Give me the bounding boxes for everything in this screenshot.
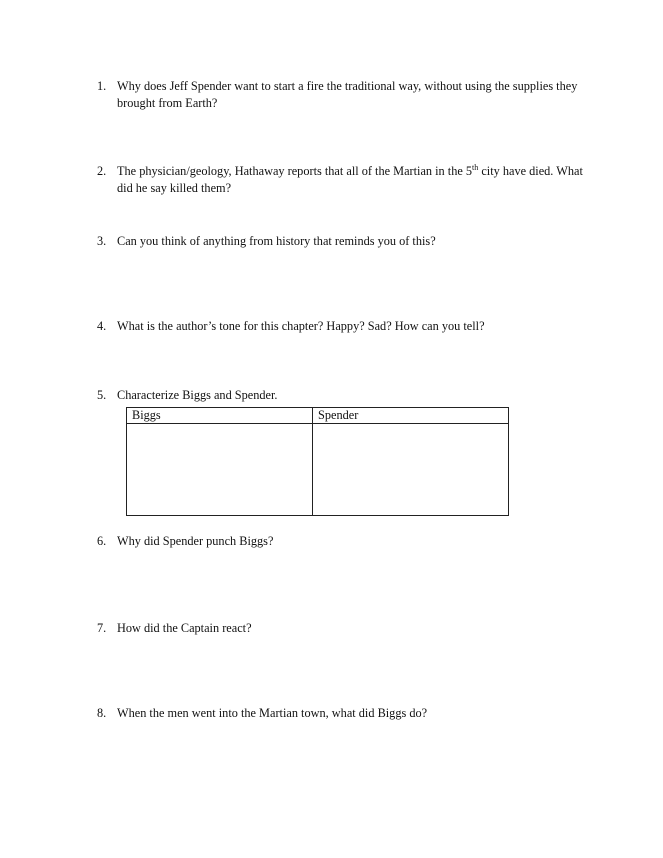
question-text: [117, 163, 597, 197]
column-header-biggs: Biggs: [127, 408, 313, 424]
question-text: Why does Jeff Spender want to start a fire the traditional way, without using the supplies they brought from Earth?: [117, 79, 578, 110]
question-text: Characterize Biggs and Spender.: [117, 388, 278, 402]
question-text: Why did Spender punch Biggs?: [117, 534, 274, 548]
question-text: When the men went into the Martian town, what did Biggs do?: [117, 706, 428, 720]
question-text: Can you think of anything from history that reminds you of this?: [117, 234, 436, 248]
question-2: [97, 163, 597, 197]
biggs-answer-cell[interactable]: [127, 424, 313, 516]
question-6: [97, 533, 597, 550]
question-number: 2.: [97, 164, 107, 178]
question-number: 3.: [97, 234, 107, 248]
spender-answer-cell[interactable]: [313, 424, 509, 516]
question-number: 4.: [97, 319, 107, 333]
question-5: [97, 387, 597, 404]
characterization-table: [126, 407, 509, 516]
question-text: What is the author’s tone for this chapter? Happy? Sad? How can you tell?: [117, 319, 485, 333]
question-3: [97, 233, 597, 250]
question-number: 8.: [97, 706, 107, 720]
question-1: [97, 78, 597, 112]
question-8: [97, 705, 597, 722]
question-number: 7.: [97, 621, 107, 635]
question-text-part: city have died. What did he say killed them?: [117, 164, 583, 195]
table-row: [127, 424, 509, 516]
question-number: 6.: [97, 534, 107, 548]
question-4: [97, 318, 597, 335]
question-number: 5.: [97, 388, 107, 402]
question-number: 1.: [97, 79, 107, 93]
question-text: How did the Captain react?: [117, 621, 252, 635]
ordinal-superscript: th: [472, 163, 479, 172]
question-text-part: The physician/geology, Hathaway reports that all of the Martian in the 5: [117, 164, 473, 178]
column-header-spender: Spender: [313, 408, 509, 424]
question-7: [97, 620, 597, 637]
table-header-row: [127, 408, 509, 424]
